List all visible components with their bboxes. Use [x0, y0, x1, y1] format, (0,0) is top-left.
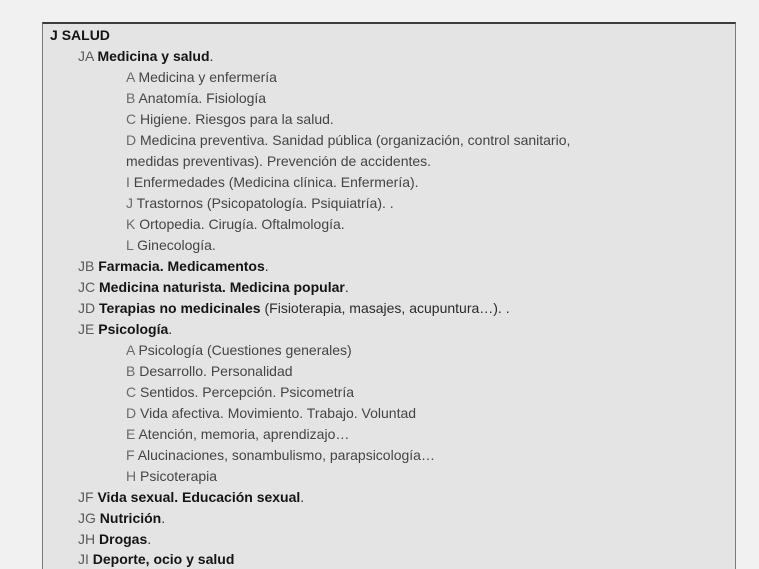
category-label: Medicina y salud [97, 48, 210, 64]
subcategory-code: K [126, 216, 136, 232]
subcategory-item [126, 446, 435, 464]
root-code: J [50, 27, 58, 43]
subcategory-text: medidas preventivas). Prevención de accidentes. [126, 153, 432, 169]
subcategory-item [126, 110, 334, 128]
category-label: Psicología [98, 321, 169, 337]
subcategory-code: J [126, 195, 133, 211]
category-ji [78, 550, 234, 568]
category-label: Medicina naturista. Medicina popular [99, 279, 345, 295]
subcategory-code: I [126, 174, 130, 190]
subcategory-item [126, 194, 394, 212]
subcategory-code: C [126, 384, 137, 400]
subcategory-code: F [126, 447, 135, 463]
category-code: JE [78, 321, 95, 337]
subcategory-item [126, 425, 349, 443]
subcategory-code: C [126, 111, 137, 127]
subcategory-item [126, 215, 345, 233]
category-jd [78, 299, 510, 317]
subcategory-text: Psicoterapia [140, 468, 218, 484]
category-label: Terapias no medicinales [99, 300, 261, 316]
subcategory-code: E [126, 426, 136, 442]
subcategory-item [126, 467, 217, 485]
subcategory-text: Sentidos. Percepción. Psicometría [140, 384, 355, 400]
subcategory-code: L [126, 237, 134, 253]
subcategory-item [126, 68, 277, 86]
category-suffix: . [161, 510, 166, 526]
category-suffix: . [344, 279, 349, 295]
subcategory-text: Ginecología. [137, 237, 216, 253]
subcategory-text: Medicina y enfermería [138, 69, 277, 85]
subcategory-continuation [126, 152, 431, 170]
subcategory-text: Alucinaciones, sonambulismo, parapsicología… [137, 447, 435, 463]
category-je [78, 320, 172, 338]
subcategory-text: Desarrollo. Personalidad [139, 363, 293, 379]
subcategory-text: Higiene. Riesgos para la salud. [140, 111, 334, 127]
subcategory-item [126, 131, 570, 149]
subcategory-code: D [126, 405, 137, 421]
category-label: Drogas [99, 531, 148, 547]
category-code: JI [78, 551, 89, 567]
root-heading [50, 26, 110, 44]
subcategory-item [126, 362, 293, 380]
subcategory-item [126, 173, 419, 191]
category-suffix: . [300, 489, 305, 505]
category-label: Farmacia. Medicamentos [98, 258, 265, 274]
subcategory-code: A [126, 342, 135, 358]
subcategory-code: A [126, 69, 135, 85]
subcategory-text: Trastornos (Psicopatología. Psiquiatría). . [136, 195, 394, 211]
subcategory-item [126, 236, 216, 254]
root-label: SALUD [61, 27, 110, 43]
subcategory-code: D [126, 132, 137, 148]
category-label: Vida sexual. Educación sexual [97, 489, 301, 505]
subcategory-text: Ortopedia. Cirugía. Oftalmología. [139, 216, 345, 232]
subcategory-text: Anatomía. Fisiología [138, 90, 267, 106]
subcategory-item [126, 341, 352, 359]
category-label: Nutrición [99, 510, 162, 526]
category-suffix: . [264, 258, 269, 274]
category-suffix: . [209, 48, 214, 64]
subcategory-code: H [126, 468, 137, 484]
classification-panel [42, 22, 736, 569]
category-label: Deporte, ocio y salud [92, 551, 235, 567]
subcategory-item [126, 383, 354, 401]
category-code: JH [78, 531, 96, 547]
subcategory-text: Medicina preventiva. Sanidad pública (organización, control sanitario, [140, 132, 571, 148]
subcategory-code: B [126, 90, 136, 106]
subcategory-item [126, 89, 266, 107]
category-suffix: (Fisioterapia, masajes, acupuntura…). . [260, 300, 510, 316]
category-jc [78, 278, 349, 296]
subcategory-text: Vida afectiva. Movimiento. Trabajo. Voluntad [140, 405, 417, 421]
category-code: JA [78, 48, 94, 64]
category-jf [78, 488, 304, 506]
subcategory-text: Atención, memoria, aprendizajo… [138, 426, 350, 442]
subcategory-text: Enfermedades (Medicina clínica. Enfermería). [133, 174, 419, 190]
category-code: JG [78, 510, 96, 526]
category-suffix: . [147, 531, 152, 547]
category-code: JD [78, 300, 96, 316]
subcategory-text: Psicología (Cuestiones generales) [138, 342, 352, 358]
category-suffix: . [168, 321, 173, 337]
category-jh [78, 530, 151, 548]
category-jb [78, 257, 269, 275]
category-jg [78, 509, 165, 527]
subcategory-code: B [126, 363, 136, 379]
category-code: JF [78, 489, 94, 505]
category-code: JC [78, 279, 96, 295]
subcategory-item [126, 404, 416, 422]
category-ja [78, 47, 213, 65]
category-code: JB [78, 258, 95, 274]
